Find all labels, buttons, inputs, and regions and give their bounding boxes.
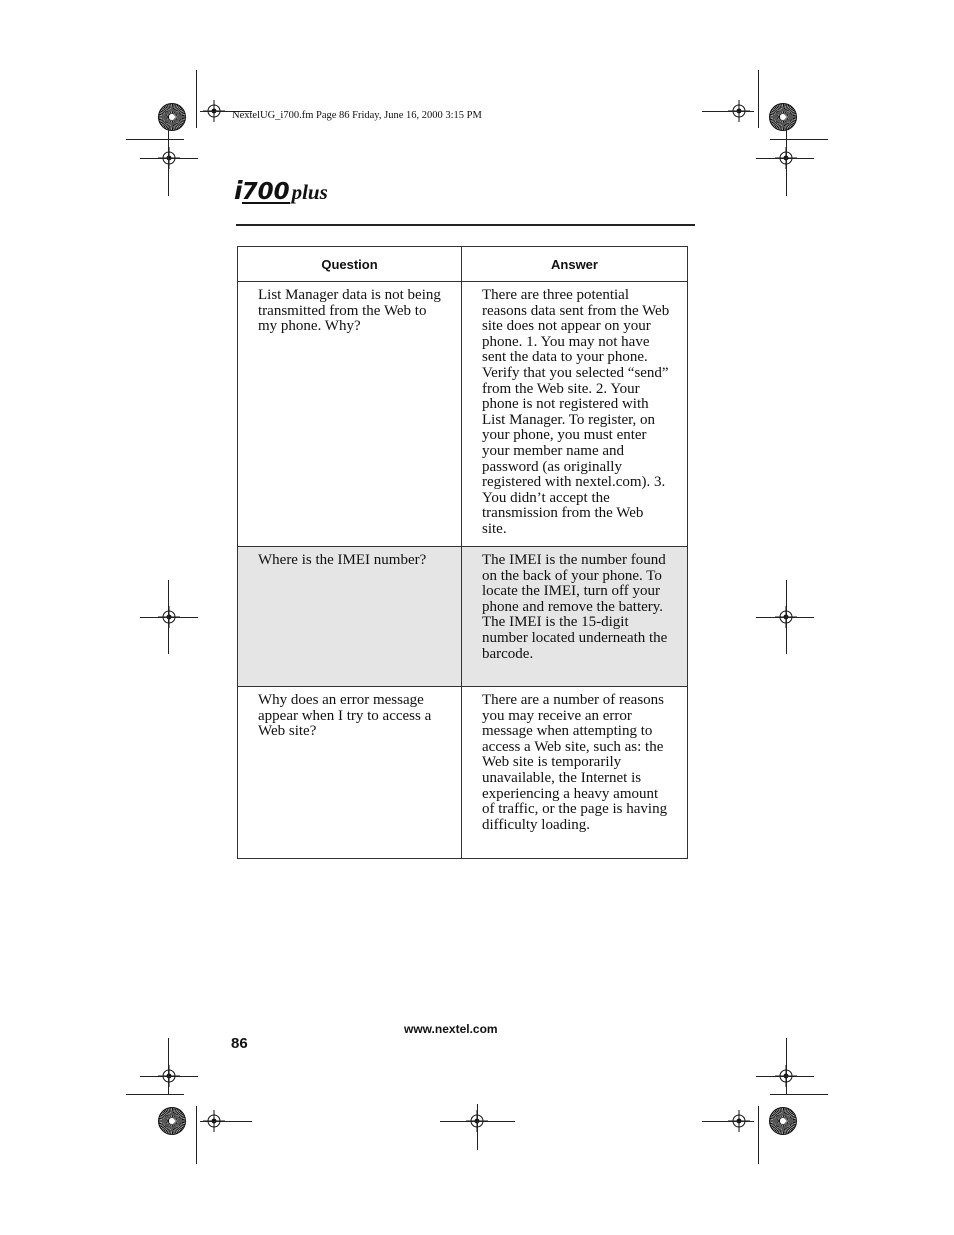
crop-line <box>756 158 814 159</box>
crop-line <box>168 1038 169 1094</box>
answer-cell: There are three potential reasons data sent from the Web site does not appear on your phone. 1. You may not have sent the data to your phone. Verify that you selected “send” from the Web site. 2. Your phone is not registered with List Manager. To register, on your phone, you must enter your member name and password (as originally registered with nextel.com). 3. You didn’t accept the transmission from the Web site. <box>462 282 688 547</box>
crop-line <box>140 1076 198 1077</box>
brand-logo <box>234 176 328 208</box>
crop-line <box>140 158 198 159</box>
crop-line <box>756 617 814 618</box>
table-row <box>238 687 688 859</box>
crop-line <box>702 1121 754 1122</box>
crop-line <box>140 617 198 618</box>
file-slug: NextelUG_i700.fm Page 86 Friday, June 16, 2000 3:15 PM <box>232 110 482 121</box>
crop-line <box>758 1106 759 1164</box>
question-cell: Where is the IMEI number? <box>238 547 462 687</box>
crop-line <box>168 128 169 196</box>
brand-prefix: i <box>234 176 242 205</box>
crop-line <box>786 1038 787 1094</box>
color-wheel-icon <box>158 103 186 131</box>
crop-line <box>126 139 184 140</box>
answer-cell: There are a number of reasons you may receive an error message when attempting to access a Web site, such as: the Web site is temporarily unavailable, the Internet is experiencing a heavy amount of traffic, or the page is having difficulty loading. <box>462 687 688 859</box>
crop-line <box>770 139 828 140</box>
table-row <box>238 547 688 687</box>
question-cell: Why does an error message appear when I try to access a Web site? <box>238 687 462 859</box>
color-wheel-icon <box>158 1107 186 1135</box>
table-header-row <box>238 247 688 282</box>
crop-line <box>168 580 169 654</box>
table-row <box>238 282 688 547</box>
brand-suffix: plus <box>291 180 328 204</box>
header-rule <box>236 224 695 226</box>
faq-table <box>237 246 688 859</box>
crop-line <box>756 1076 814 1077</box>
column-header-answer: Answer <box>462 247 688 282</box>
crop-line <box>200 1121 252 1122</box>
column-header-question: Question <box>238 247 462 282</box>
crop-line <box>786 580 787 654</box>
brand-model: 700 <box>241 179 290 205</box>
crop-line <box>477 1104 478 1150</box>
answer-cell: The IMEI is the number found on the back of your phone. To locate the IMEI, turn off your phone and remove the battery. The IMEI is the 15-digit number located underneath the barcode. <box>462 547 688 687</box>
crop-line <box>758 70 759 128</box>
crop-line <box>126 1094 184 1095</box>
question-cell: List Manager data is not being transmitted from the Web to my phone. Why? <box>238 282 462 547</box>
color-wheel-icon <box>769 103 797 131</box>
crop-line <box>770 1094 828 1095</box>
crop-line <box>196 1106 197 1164</box>
page-number: 86 <box>231 1035 248 1052</box>
color-wheel-icon <box>769 1107 797 1135</box>
crop-line <box>786 128 787 196</box>
crop-line <box>196 70 197 128</box>
footer-url: www.nextel.com <box>404 1022 498 1036</box>
crop-line <box>702 111 754 112</box>
